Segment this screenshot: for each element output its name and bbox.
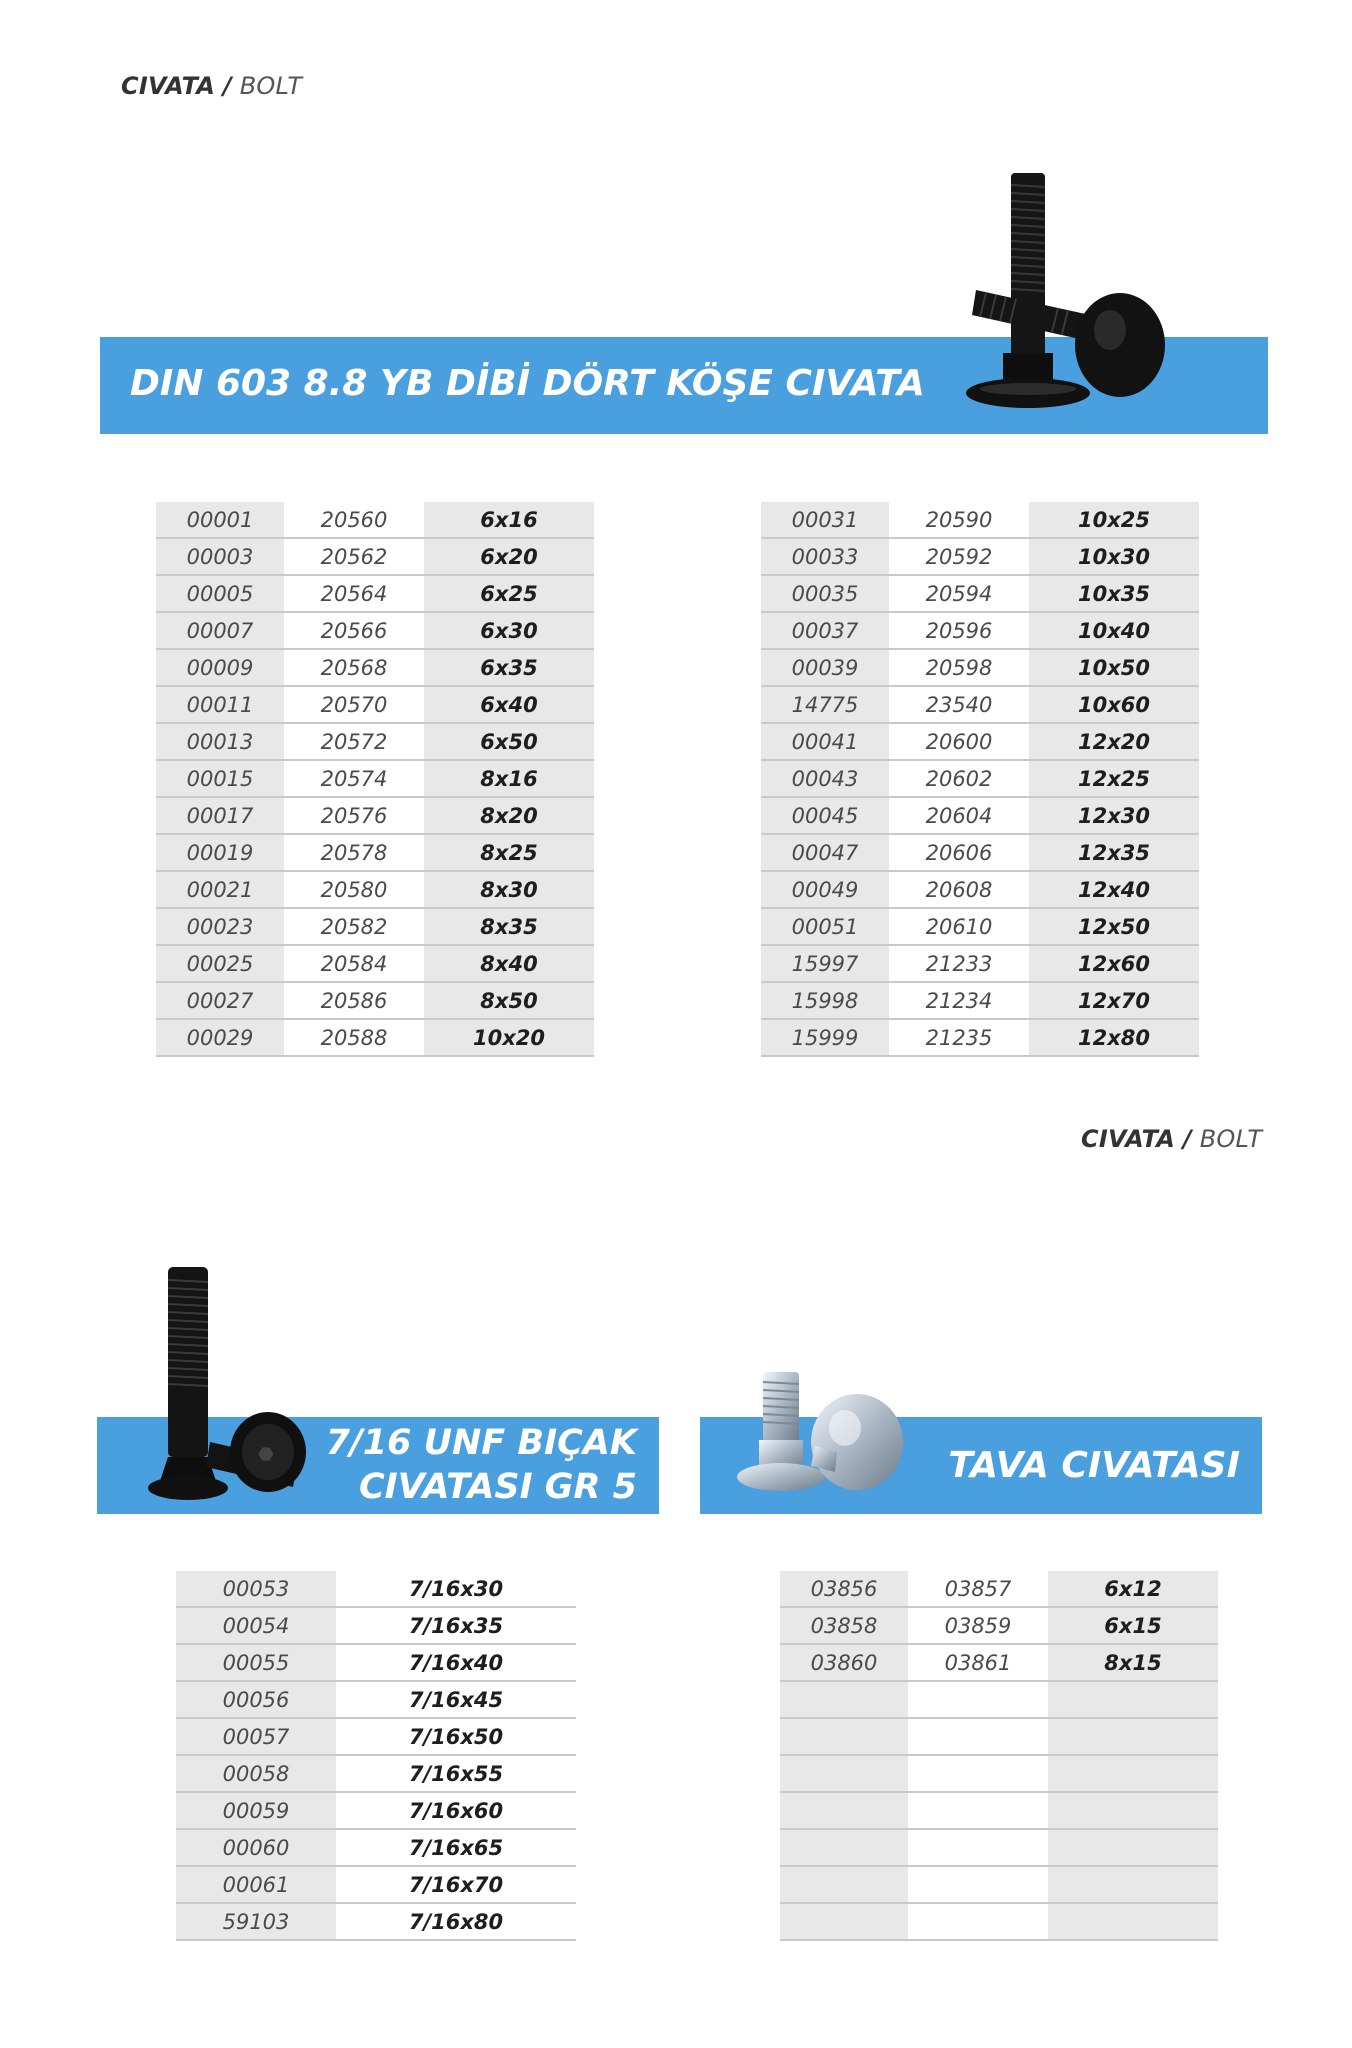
table-row bbox=[176, 1755, 576, 1792]
zinc-pan-bolt-photo bbox=[737, 1362, 917, 1502]
table-row bbox=[156, 871, 594, 908]
table-row bbox=[176, 1681, 576, 1718]
ref-code-cell bbox=[908, 1681, 1048, 1718]
size-cell: 6x15 bbox=[1048, 1607, 1218, 1644]
table-row bbox=[761, 538, 1199, 575]
product-code-cell: 00011 bbox=[156, 686, 284, 723]
table-row bbox=[780, 1644, 1218, 1681]
size-cell: 10x40 bbox=[1029, 612, 1199, 649]
size-cell: 6x30 bbox=[424, 612, 594, 649]
product-code-cell: 00019 bbox=[156, 834, 284, 871]
product-code-cell: 00039 bbox=[761, 649, 889, 686]
breadcrumb-slash: / bbox=[222, 72, 232, 100]
table-row bbox=[761, 797, 1199, 834]
ref-code-cell: 20608 bbox=[889, 871, 1029, 908]
size-cell: 6x40 bbox=[424, 686, 594, 723]
ref-code-cell bbox=[908, 1792, 1048, 1829]
table-row bbox=[156, 723, 594, 760]
product-code-cell: 15998 bbox=[761, 982, 889, 1019]
product-code-cell: 00025 bbox=[156, 945, 284, 982]
table-row bbox=[156, 612, 594, 649]
ref-code-cell: 20586 bbox=[284, 982, 424, 1019]
product-code-cell: 59103 bbox=[176, 1903, 336, 1940]
ref-code-cell: 20568 bbox=[284, 649, 424, 686]
ref-code-cell: 20580 bbox=[284, 871, 424, 908]
section1-table-left bbox=[156, 502, 594, 1057]
ref-code-cell: 20592 bbox=[889, 538, 1029, 575]
section1-title: DIN 603 8.8 YB DİBİ DÖRT KÖŞE CIVATA bbox=[130, 363, 925, 404]
breadcrumb-slash: / bbox=[1182, 1125, 1192, 1153]
table-row bbox=[156, 908, 594, 945]
ref-code-cell bbox=[908, 1829, 1048, 1866]
product-code-cell: 00035 bbox=[761, 575, 889, 612]
ref-code-cell: 20584 bbox=[284, 945, 424, 982]
ref-code-cell: 20594 bbox=[889, 575, 1029, 612]
size-cell: 7/16x60 bbox=[336, 1792, 576, 1829]
size-cell bbox=[1048, 1755, 1218, 1792]
size-cell: 10x30 bbox=[1029, 538, 1199, 575]
ref-code-cell: 21234 bbox=[889, 982, 1029, 1019]
product-code-cell: 00013 bbox=[156, 723, 284, 760]
table-row bbox=[176, 1607, 576, 1644]
black-plow-bolt-photo bbox=[148, 1262, 313, 1512]
table-row bbox=[761, 834, 1199, 871]
ref-code-cell bbox=[908, 1903, 1048, 1940]
size-cell: 8x50 bbox=[424, 982, 594, 1019]
table-row bbox=[761, 908, 1199, 945]
ref-code-cell: 20582 bbox=[284, 908, 424, 945]
product-code-cell: 00029 bbox=[156, 1019, 284, 1056]
size-cell: 7/16x65 bbox=[336, 1829, 576, 1866]
product-code-cell: 00054 bbox=[176, 1607, 336, 1644]
table-row bbox=[761, 760, 1199, 797]
size-cell: 12x35 bbox=[1029, 834, 1199, 871]
table-row bbox=[780, 1829, 1218, 1866]
ref-code-cell: 20604 bbox=[889, 797, 1029, 834]
product-code-cell: 00058 bbox=[176, 1755, 336, 1792]
section2-title-line2: CIVATASI GR 5 bbox=[358, 1467, 637, 1507]
product-code-cell: 00005 bbox=[156, 575, 284, 612]
product-code-cell: 00017 bbox=[156, 797, 284, 834]
product-code-cell: 00057 bbox=[176, 1718, 336, 1755]
section2-table bbox=[176, 1571, 576, 1941]
product-code-cell: 00037 bbox=[761, 612, 889, 649]
table-row bbox=[761, 1019, 1199, 1056]
table-row bbox=[780, 1571, 1218, 1607]
table-row bbox=[156, 502, 594, 538]
svg-text:⬣: ⬣ bbox=[258, 1444, 274, 1465]
ref-code-cell: 20596 bbox=[889, 612, 1029, 649]
table-row bbox=[156, 649, 594, 686]
table-row bbox=[780, 1718, 1218, 1755]
size-cell: 6x50 bbox=[424, 723, 594, 760]
product-code-cell: 03860 bbox=[780, 1644, 908, 1681]
section3-title: TAVA CIVATASI bbox=[948, 1445, 1240, 1486]
table-row bbox=[176, 1792, 576, 1829]
ref-code-cell: 20598 bbox=[889, 649, 1029, 686]
ref-code-cell: 20588 bbox=[284, 1019, 424, 1056]
table-row bbox=[156, 797, 594, 834]
ref-code-cell: 23540 bbox=[889, 686, 1029, 723]
ref-code-cell: 20562 bbox=[284, 538, 424, 575]
table-row bbox=[156, 575, 594, 612]
ref-code-cell: 20606 bbox=[889, 834, 1029, 871]
product-code-cell: 00049 bbox=[761, 871, 889, 908]
product-code-cell: 00009 bbox=[156, 649, 284, 686]
size-cell: 6x12 bbox=[1048, 1571, 1218, 1607]
size-cell: 12x80 bbox=[1029, 1019, 1199, 1056]
table-row bbox=[761, 575, 1199, 612]
size-cell: 6x25 bbox=[424, 575, 594, 612]
product-code-cell: 00043 bbox=[761, 760, 889, 797]
product-code-cell: 00059 bbox=[176, 1792, 336, 1829]
ref-code-cell: 20602 bbox=[889, 760, 1029, 797]
table-row bbox=[780, 1903, 1218, 1940]
size-cell: 10x60 bbox=[1029, 686, 1199, 723]
size-cell: 12x20 bbox=[1029, 723, 1199, 760]
size-cell: 8x15 bbox=[1048, 1644, 1218, 1681]
table-row bbox=[761, 649, 1199, 686]
product-code-cell: 00047 bbox=[761, 834, 889, 871]
breadcrumb-light: BOLT bbox=[239, 72, 303, 100]
product-code-cell: 03858 bbox=[780, 1607, 908, 1644]
table-row bbox=[780, 1607, 1218, 1644]
product-code-cell: 00021 bbox=[156, 871, 284, 908]
product-code-cell: 03856 bbox=[780, 1571, 908, 1607]
ref-code-cell bbox=[908, 1755, 1048, 1792]
black-carriage-bolt-photo bbox=[960, 165, 1180, 410]
size-cell: 7/16x55 bbox=[336, 1755, 576, 1792]
table-row bbox=[156, 538, 594, 575]
size-cell bbox=[1048, 1866, 1218, 1903]
product-code-cell: 00033 bbox=[761, 538, 889, 575]
product-code-cell: 00055 bbox=[176, 1644, 336, 1681]
size-cell: 12x50 bbox=[1029, 908, 1199, 945]
product-code-cell: 00015 bbox=[156, 760, 284, 797]
ref-code-cell: 20560 bbox=[284, 502, 424, 538]
size-cell: 10x20 bbox=[424, 1019, 594, 1056]
size-cell: 6x20 bbox=[424, 538, 594, 575]
section3-table bbox=[780, 1571, 1218, 1941]
product-code-cell: 00001 bbox=[156, 502, 284, 538]
size-cell: 6x16 bbox=[424, 502, 594, 538]
size-cell: 10x50 bbox=[1029, 649, 1199, 686]
table-row bbox=[780, 1755, 1218, 1792]
ref-code-cell: 03857 bbox=[908, 1571, 1048, 1607]
table-row bbox=[176, 1829, 576, 1866]
size-cell: 7/16x80 bbox=[336, 1903, 576, 1940]
table-row bbox=[176, 1903, 576, 1940]
table-row bbox=[156, 982, 594, 1019]
table-row bbox=[780, 1866, 1218, 1903]
ref-code-cell: 03861 bbox=[908, 1644, 1048, 1681]
size-cell: 12x60 bbox=[1029, 945, 1199, 982]
ref-code-cell: 20600 bbox=[889, 723, 1029, 760]
size-cell: 6x35 bbox=[424, 649, 594, 686]
ref-code-cell: 20576 bbox=[284, 797, 424, 834]
size-cell: 10x35 bbox=[1029, 575, 1199, 612]
table-row bbox=[176, 1866, 576, 1903]
table-row bbox=[176, 1571, 576, 1607]
product-code-cell bbox=[780, 1792, 908, 1829]
product-code-cell bbox=[780, 1718, 908, 1755]
product-code-cell bbox=[780, 1755, 908, 1792]
product-code-cell: 00060 bbox=[176, 1829, 336, 1866]
size-cell: 8x16 bbox=[424, 760, 594, 797]
product-code-cell: 00061 bbox=[176, 1866, 336, 1903]
product-code-cell: 00027 bbox=[156, 982, 284, 1019]
table-row bbox=[761, 612, 1199, 649]
ref-code-cell: 21233 bbox=[889, 945, 1029, 982]
table-row bbox=[761, 502, 1199, 538]
ref-code-cell: 20574 bbox=[284, 760, 424, 797]
size-cell: 7/16x70 bbox=[336, 1866, 576, 1903]
breadcrumb-top bbox=[121, 72, 302, 100]
size-cell bbox=[1048, 1718, 1218, 1755]
ref-code-cell bbox=[908, 1718, 1048, 1755]
size-cell: 8x25 bbox=[424, 834, 594, 871]
table-row bbox=[780, 1792, 1218, 1829]
size-cell: 12x40 bbox=[1029, 871, 1199, 908]
size-cell: 7/16x45 bbox=[336, 1681, 576, 1718]
section1-table-right bbox=[761, 502, 1199, 1057]
ref-code-cell: 20578 bbox=[284, 834, 424, 871]
table-row bbox=[176, 1644, 576, 1681]
product-code-cell: 00031 bbox=[761, 502, 889, 538]
ref-code-cell: 20572 bbox=[284, 723, 424, 760]
size-cell bbox=[1048, 1903, 1218, 1940]
product-code-cell: 00053 bbox=[176, 1571, 336, 1607]
product-code-cell bbox=[780, 1903, 908, 1940]
product-code-cell bbox=[780, 1829, 908, 1866]
ref-code-cell: 20610 bbox=[889, 908, 1029, 945]
size-cell: 12x30 bbox=[1029, 797, 1199, 834]
table-row bbox=[761, 982, 1199, 1019]
product-code-cell: 00045 bbox=[761, 797, 889, 834]
ref-code-cell: 21235 bbox=[889, 1019, 1029, 1056]
breadcrumb-light: BOLT bbox=[1199, 1125, 1263, 1153]
size-cell: 12x25 bbox=[1029, 760, 1199, 797]
size-cell: 7/16x50 bbox=[336, 1718, 576, 1755]
table-row bbox=[780, 1681, 1218, 1718]
table-row bbox=[156, 834, 594, 871]
breadcrumb-mid bbox=[1081, 1125, 1262, 1153]
product-code-cell: 14775 bbox=[761, 686, 889, 723]
breadcrumb-strong: CIVATA bbox=[1081, 1125, 1176, 1153]
ref-code-cell: 20564 bbox=[284, 575, 424, 612]
size-cell: 12x70 bbox=[1029, 982, 1199, 1019]
breadcrumb-strong: CIVATA bbox=[121, 72, 216, 100]
size-cell bbox=[1048, 1792, 1218, 1829]
ref-code-cell: 20570 bbox=[284, 686, 424, 723]
table-row bbox=[156, 945, 594, 982]
size-cell: 7/16x40 bbox=[336, 1644, 576, 1681]
size-cell: 8x30 bbox=[424, 871, 594, 908]
ref-code-cell: 20566 bbox=[284, 612, 424, 649]
table-row bbox=[176, 1718, 576, 1755]
size-cell: 10x25 bbox=[1029, 502, 1199, 538]
size-cell: 8x40 bbox=[424, 945, 594, 982]
product-code-cell: 00007 bbox=[156, 612, 284, 649]
table-row bbox=[156, 760, 594, 797]
size-cell: 7/16x30 bbox=[336, 1571, 576, 1607]
table-row bbox=[156, 686, 594, 723]
product-code-cell: 00003 bbox=[156, 538, 284, 575]
product-code-cell: 15999 bbox=[761, 1019, 889, 1056]
product-code-cell: 00056 bbox=[176, 1681, 336, 1718]
section2-title-line1: 7/16 UNF BIÇAK bbox=[325, 1423, 637, 1463]
table-row bbox=[761, 723, 1199, 760]
product-code-cell: 00023 bbox=[156, 908, 284, 945]
size-cell: 8x35 bbox=[424, 908, 594, 945]
table-row bbox=[761, 686, 1199, 723]
table-row bbox=[156, 1019, 594, 1056]
size-cell: 8x20 bbox=[424, 797, 594, 834]
product-code-cell: 00041 bbox=[761, 723, 889, 760]
ref-code-cell: 03859 bbox=[908, 1607, 1048, 1644]
ref-code-cell bbox=[908, 1866, 1048, 1903]
product-code-cell: 00051 bbox=[761, 908, 889, 945]
size-cell: 7/16x35 bbox=[336, 1607, 576, 1644]
product-code-cell bbox=[780, 1681, 908, 1718]
size-cell bbox=[1048, 1681, 1218, 1718]
table-row bbox=[761, 871, 1199, 908]
size-cell bbox=[1048, 1829, 1218, 1866]
product-code-cell: 15997 bbox=[761, 945, 889, 982]
product-code-cell bbox=[780, 1866, 908, 1903]
ref-code-cell: 20590 bbox=[889, 502, 1029, 538]
table-row bbox=[761, 945, 1199, 982]
